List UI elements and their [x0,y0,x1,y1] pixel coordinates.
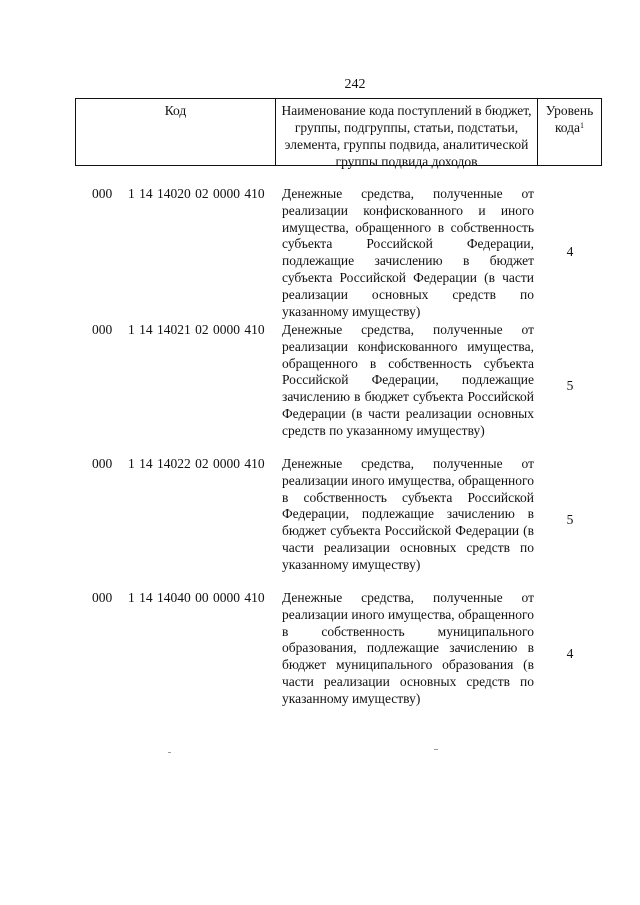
revenue-description: Денежные средства, полученные от реализации иного имущества, обращенного в собственность муниципального образования, подлежащие зачислению в бюджет муниципального образования (в части реализации основных средств по указанному имуществу) [282,590,534,706]
revenue-description: Денежные средства, полученные от реализации иного имущества, обращенного в собственность субъекта Российской Федерации, подлежащие зачислению в бюджет субъекта Российской Федерации (в части реализации основных средств по указанному имуществу) [282,456,534,572]
revenue-description: Денежные средства, полученные от реализации конфискованного и иного имущества, обращенного в собственность субъекта Российской Федерации, подлежащие зачислению в бюджет субъекта Российской Федерации (в части реализации основных средств по указанному имуществу) [282,186,534,319]
header-level-footnote: 1 [580,121,585,130]
code-level: 5 [566,512,574,527]
header-name-label: Наименование кода поступлений в бюджет, группы, подгруппы, статьи, подстатьи, элемента, группы подвида, аналитической группы подвида доходов [281,103,532,169]
revenue-code: 1 14 14021 02 0000 410 [128,322,265,337]
admin-code: 000 [92,590,113,605]
header-code-label: Код [164,103,187,118]
revenue-code: 1 14 14022 02 0000 410 [128,456,265,471]
table-header [75,98,602,169]
admin-code: 000 [92,456,113,471]
header-level [537,99,602,165]
admin-code: 000 [92,186,113,201]
scan-speck [434,749,438,750]
admin-code: 000 [92,322,113,337]
code-level: 4 [566,646,574,661]
code-level: 5 [566,378,574,393]
header-level-label: Уровень кода [545,103,594,135]
scan-speck [168,752,171,753]
header-code [75,99,275,165]
revenue-code: 1 14 14020 02 0000 410 [128,186,265,201]
page-number: 242 [344,77,366,92]
revenue-description: Денежные средства, полученные от реализации конфискованного имущества, обращенного в собственность субъекта Российской Федерации, подлежащие зачислению в бюджет субъекта Российской Федерации (в части реализации основных средств по указанному имуществу) [282,322,534,438]
header-name [275,99,537,169]
revenue-code: 1 14 14040 00 0000 410 [128,590,265,605]
code-level: 4 [566,244,574,259]
